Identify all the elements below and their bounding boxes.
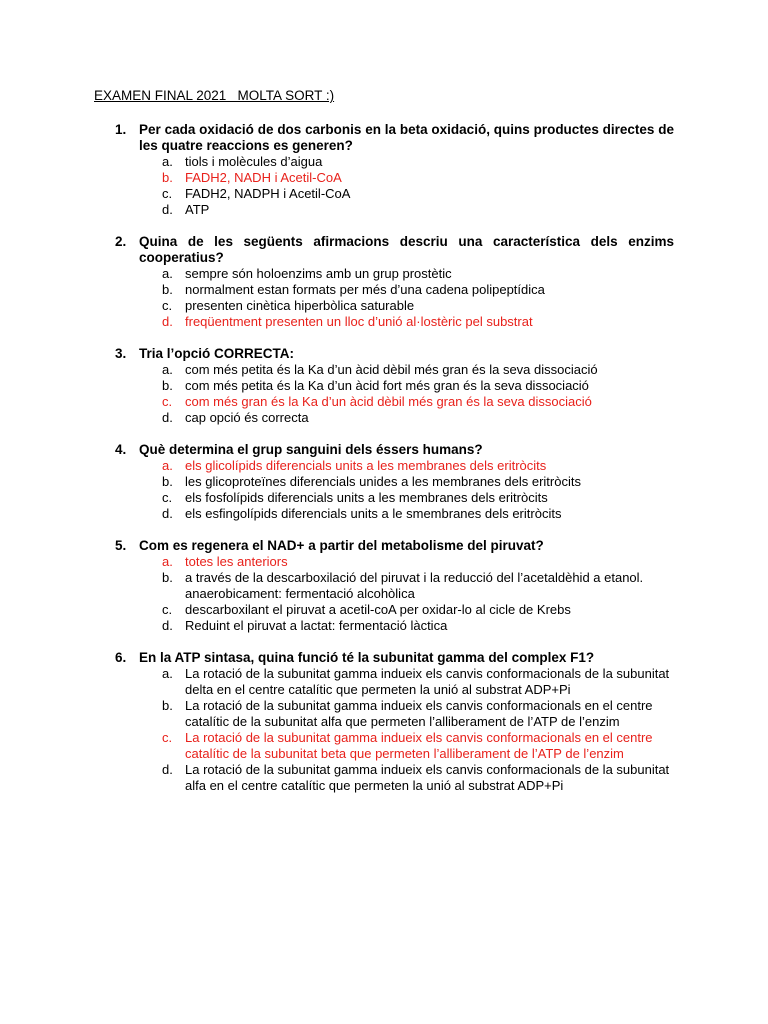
option-text: tiols i molècules d’aigua xyxy=(185,154,323,169)
option-text: freqüentment presenten un lloc d’unió al·lostèric pel substrat xyxy=(185,314,533,329)
exam-title: EXAMEN FINAL 2021 MOLTA SORT :) xyxy=(94,88,335,103)
question-text: Què determina el grup sanguini dels éssers humans? xyxy=(139,442,483,457)
answer-option xyxy=(0,282,768,298)
answer-option xyxy=(0,186,768,202)
option-letter: c. xyxy=(162,298,173,313)
option-letter: d. xyxy=(162,618,173,633)
option-letter: c. xyxy=(162,602,173,617)
option-letter: b. xyxy=(162,170,173,185)
option-text: La rotació de la subunitat gamma indueix els canvis conformacionals de la subunitat delta en el centre catalític que permeten la unió al substrat ADP+Pi xyxy=(185,666,670,697)
question-text: Tria l’opció CORRECTA: xyxy=(139,346,295,361)
question-6 xyxy=(0,650,768,794)
answer-option xyxy=(0,506,768,522)
option-letter: b. xyxy=(162,282,173,297)
question-heading xyxy=(0,442,768,458)
option-letter: a. xyxy=(162,666,173,681)
option-text: com més gran és la Ka d’un àcid dèbil més gran és la seva dissociació xyxy=(185,394,592,409)
option-letter: b. xyxy=(162,474,173,489)
option-text: els esfingolípids diferencials units a le smembranes dels eritròcits xyxy=(185,506,562,521)
option-text: sempre són holoenzims amb un grup prostètic xyxy=(185,266,452,281)
option-text: els fosfolípids diferencials units a les membranes dels eritròcits xyxy=(185,490,548,505)
answer-option-correct xyxy=(0,394,768,410)
answer-option xyxy=(0,298,768,314)
answer-option xyxy=(0,602,768,618)
answer-option xyxy=(0,762,768,794)
answer-option-correct xyxy=(0,730,768,762)
option-text: FADH2, NADPH i Acetil-CoA xyxy=(185,186,351,201)
question-heading xyxy=(0,122,768,154)
answer-option xyxy=(0,378,768,394)
question-text: Com es regenera el NAD+ a partir del metabolisme del piruvat? xyxy=(139,538,544,553)
question-heading xyxy=(0,346,768,362)
question-2 xyxy=(0,234,768,330)
option-letter: d. xyxy=(162,410,173,425)
option-letter: b. xyxy=(162,698,173,713)
option-letter: c. xyxy=(162,730,173,745)
answer-option xyxy=(0,202,768,218)
question-text: Quina de les següents afirmacions descriu una característica dels enzims cooperatius? xyxy=(139,234,674,265)
question-number: 3. xyxy=(115,346,127,361)
answer-option xyxy=(0,618,768,634)
question-3 xyxy=(0,346,768,426)
question-1 xyxy=(0,122,768,218)
answer-option xyxy=(0,410,768,426)
question-text: En la ATP sintasa, quina funció té la subunitat gamma del complex F1? xyxy=(139,650,595,665)
option-letter: c. xyxy=(162,186,173,201)
option-text: FADH2, NADH i Acetil-CoA xyxy=(185,170,342,185)
option-text: a través de la descarboxilació del piruvat i la reducció del l’acetaldèhid a etanol. anaerobicament: fermentació alcohòlica xyxy=(185,570,644,601)
option-text: ATP xyxy=(185,202,210,217)
option-text: descarboxilant el piruvat a acetil-coA per oxidar-lo al cicle de Krebs xyxy=(185,602,571,617)
option-letter: a. xyxy=(162,266,173,281)
answer-option-correct xyxy=(0,554,768,570)
option-text: La rotació de la subunitat gamma indueix els canvis conformacionals en el centre catalític de la subunitat alfa que permeten l’alliberament de l’ATP de l’enzim xyxy=(185,698,653,729)
question-text: Per cada oxidació de dos carbonis en la beta oxidació, quins productes directes de les quatre reaccions es generen? xyxy=(139,122,674,153)
answer-option xyxy=(0,570,768,602)
option-text: cap opció és correcta xyxy=(185,410,309,425)
question-heading xyxy=(0,538,768,554)
answer-option xyxy=(0,666,768,698)
option-text: les glicoproteïnes diferencials unides a les membranes dels eritròcits xyxy=(185,474,581,489)
option-text: com més petita és la Ka d’un àcid fort més gran és la seva dissociació xyxy=(185,378,589,393)
answer-option xyxy=(0,698,768,730)
answer-option-correct xyxy=(0,458,768,474)
option-letter: d. xyxy=(162,762,173,777)
option-text: Reduint el piruvat a lactat: fermentació làctica xyxy=(185,618,448,633)
option-text: els glicolípids diferencials units a les membranes dels eritròcits xyxy=(185,458,547,473)
answer-option xyxy=(0,154,768,170)
question-4 xyxy=(0,442,768,522)
question-heading xyxy=(0,234,768,266)
option-letter: a. xyxy=(162,154,173,169)
option-letter: a. xyxy=(162,554,173,569)
option-text: totes les anteriors xyxy=(185,554,288,569)
option-letter: c. xyxy=(162,490,173,505)
answer-option xyxy=(0,490,768,506)
option-letter: a. xyxy=(162,458,173,473)
answer-option-correct xyxy=(0,314,768,330)
option-text: normalment estan formats per més d’una cadena polipeptídica xyxy=(185,282,545,297)
option-text: com més petita és la Ka d’un àcid dèbil més gran és la seva dissociació xyxy=(185,362,598,377)
option-letter: a. xyxy=(162,362,173,377)
answer-option xyxy=(0,266,768,282)
question-number: 2. xyxy=(115,234,127,249)
question-heading xyxy=(0,650,768,666)
option-text: La rotació de la subunitat gamma indueix els canvis conformacionals de la subunitat alfa en el centre catalític que permeten la unió al substrat ADP+Pi xyxy=(185,762,670,793)
option-letter: d. xyxy=(162,314,173,329)
question-number: 5. xyxy=(115,538,127,553)
question-5 xyxy=(0,538,768,634)
answer-option xyxy=(0,474,768,490)
option-text: presenten cinètica hiperbòlica saturable xyxy=(185,298,415,313)
option-text: La rotació de la subunitat gamma indueix els canvis conformacionals en el centre catalític de la subunitat beta que permeten l’alliberament de l’ATP de l’enzim xyxy=(185,730,653,761)
answer-option xyxy=(0,362,768,378)
option-letter: b. xyxy=(162,378,173,393)
question-list xyxy=(0,122,768,810)
option-letter: d. xyxy=(162,506,173,521)
option-letter: b. xyxy=(162,570,173,585)
option-letter: d. xyxy=(162,202,173,217)
answer-option-correct xyxy=(0,170,768,186)
option-letter: c. xyxy=(162,394,173,409)
question-number: 1. xyxy=(115,122,127,137)
question-number: 6. xyxy=(115,650,127,665)
question-number: 4. xyxy=(115,442,127,457)
